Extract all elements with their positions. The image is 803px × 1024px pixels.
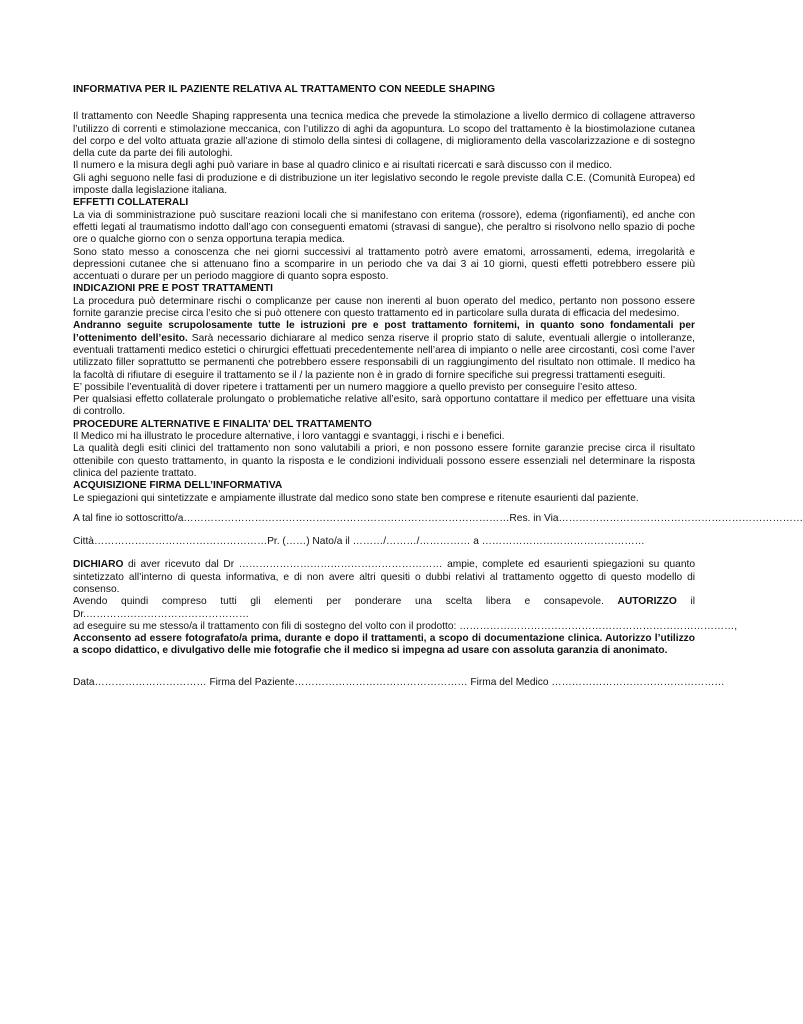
data-label: Data <box>73 676 95 688</box>
indicazioni-text: Sarà necessario dichiarare al medico senza riserve il proprio stato di salute, eventuali allergie o intolleranze, eventuali trattamenti medico estetici o chirurgici effettuati precedentemente nell’area di impianto o nelle aree circostanti, così come l’aver utilizzato filler soprattutto se permanenti che potrebbero essere responsabili di un raggiungimento del risultato non ottimale. Il medico ha la facoltà di rifiutare di eseguire il trattamento se il / la paziente non è in grado di fornire specifiche sui pregressi trattamenti eseguiti. <box>73 332 695 381</box>
indicazioni-paragraph: La procedura può determinare rischi o complicanze per cause non inerenti al buon operato del medico, pertanto non possono essere fornite garanzie precise circa l’esito che si può ottenere con questo trattamento ed in particolare sulla durata di efficacia del medesimo. <box>73 295 695 320</box>
name-field[interactable]: …………………………………………………………………………………… <box>183 512 510 524</box>
form-line-name <box>73 512 803 525</box>
form-line-birth <box>73 536 695 548</box>
citta-label: Città <box>73 536 94 548</box>
eseguire-line <box>73 620 738 633</box>
signature-line <box>73 676 725 689</box>
doctor-name-field[interactable]: …………………………………………………… <box>234 559 448 571</box>
dichiaro-text-a: di aver ricevuto dal Dr <box>123 559 235 571</box>
dichiaro-bold: DICHIARO <box>73 559 124 571</box>
procedure-paragraph: Il Medico mi ha illustrato le procedure alternative, i loro vantaggi e svantaggi, i rischi e i benefici. <box>73 431 505 443</box>
birth-place-field[interactable]: ………………………………………… <box>478 536 645 548</box>
document-body <box>73 84 803 689</box>
dichiaro-paragraph <box>73 559 695 596</box>
indicazioni-paragraph: E’ possibile l’eventualità di dover ripetere i trattamenti per un numero maggiore a quello previsto per conseguire l’esito atteso. <box>73 381 638 393</box>
dichiaro-text-b: ampie, complete ed esaurienti spiegazioni su quanto sintetizzato all’interno di questa informativa, e di non avere altri quesiti o dubbi relativi al trattamento oggetto di questo modello di consenso. <box>73 559 695 595</box>
procedure-paragraph: La qualità degli esiti clinici del trattamento non sono valutabili a priori, e non possono essere fornite garanzie precise circa il risultato ottenibile con questo trattamento, in quanto la risposta e le condizioni individuali possono essere essenziali nel determinare la risposta clinica del paziente trattato. <box>73 443 695 479</box>
patient-signature-field[interactable]: …………………………………………… <box>294 676 471 688</box>
section-heading-procedure: PROCEDURE ALTERNATIVE E FINALITA’ DEL TRATTAMENTO <box>73 418 372 430</box>
firma-medico-label: Firma del Medico <box>470 676 549 688</box>
autorizzo-text: il Dr. <box>73 596 695 620</box>
product-field[interactable]: ………………………………………………………………………, <box>456 620 738 632</box>
avendo-text: Avendo quindi compreso tutti gli elementi per ponderare una scelta libera e consapevole. <box>73 596 604 608</box>
indicazioni-bold-text: Andranno seguite scrupolosamente tutte le istruzioni pre e post trattamento fornitemi, in quanto sono fondamentali per l’ottenimento dell’esito. <box>73 320 695 344</box>
birth-date-field[interactable]: ………/………/…………… <box>349 536 474 548</box>
effetti-paragraph: La via di somministrazione può suscitare reazioni locali che si manifestano con eritema (rossore), edema (rigonfiamenti), ed anche con effetti legati al traumatismo indotto dall’ago con conseguenti ematomi (stravasi di sangue), che peraltro si risolvono nello spazio di poche ore o qualche giorno con o senza opportuna terapia medica. <box>73 209 695 246</box>
autorizzo-paragraph <box>73 596 695 621</box>
luogo-label: a <box>473 536 479 548</box>
document-title: INFORMATIVA PER IL PAZIENTE RELATIVA AL TRATTAMENTO CON NEEDLE SHAPING <box>73 84 496 95</box>
acquisizione-paragraph: Le spiegazioni qui sintetizzate e ampiamente illustrate dal medico sono state ben comprese e ritenute esaurienti dal paziente. <box>73 492 639 504</box>
eseguire-text: ad eseguire su me stesso/a il trattamento con fili di sostegno del volto con il prodotto: <box>73 620 457 632</box>
residenza-label: Res. in Via <box>509 512 559 524</box>
autorizzo-bold: AUTORIZZO <box>617 596 677 608</box>
effetti-paragraph: Sono stato messo a conoscenza che nei giorni successivi al trattamento potrò avere ematomi, arrossamenti, edema, irregolarità e depressioni cutanee che si attenuano fino a scomparire in un periodo che va dai 3 ai 10 giorni, questi effetti potrebbero essere più accentuati o durare per un periodo maggiore di quanto sopra esposto. <box>73 246 695 283</box>
date-field[interactable]: …………………………… <box>94 676 210 688</box>
autorizzo-doctor-field[interactable]: ………………………………………… <box>86 608 250 620</box>
indicazioni-paragraph: Per qualsiasi effetto collaterale prolungato o problematiche relative all’esito, sarà opportuno contattare il medico per effettuare una visita di controllo. <box>73 394 695 418</box>
firma-paziente-label: Firma del Paziente <box>209 676 295 688</box>
section-heading-effetti: EFFETTI COLLATERALI <box>73 197 189 209</box>
city-field[interactable]: …………………………………………… <box>93 536 268 548</box>
address-field[interactable]: ……………………………………………………………… <box>558 512 803 524</box>
intro-paragraph: Gli aghi seguono nelle fasi di produzione e di distribuzione un iter legislativo secondo le regole previste dalla C.E. (Comunità Europea) ed imposte dalla legislazione italiana. <box>73 172 695 197</box>
consenso-foto-paragraph: Acconsento ad essere fotografato/a prima, durante e dopo il trattamenti, a scopo di documentazione clinica. Autorizzo l’utilizzo a scopo didattico, e divulgativo delle mie fotografie che il medico si impegna ad usare con assoluta garanzia di anonimato. <box>73 633 695 657</box>
province-field[interactable]: …… <box>285 536 307 548</box>
section-heading-indicazioni: INDICAZIONI PRE E POST TRATTAMENTI <box>73 283 273 295</box>
sottoscritto-label: A tal fine io sottoscritto/a <box>73 512 184 524</box>
doctor-signature-field[interactable]: …………………………………………… <box>548 676 725 688</box>
indicazioni-paragraph <box>73 320 695 381</box>
intro-paragraph: Il trattamento con Needle Shaping rappresenta una tecnica medica che prevede la stimolazione a livello dermico di collagene attraverso l’utilizzo di correnti e stimolazione meccanica, con l’utilizzo di aghi da agopuntura. Lo scopo del trattamento è la biostimolazione cutanea del corpo e del volto attuata grazie all’azione di stimolo della sintesi di collagene, di miglioramento della vascolarizzazione e di sostegno della cute da parte dei fili autologhi. <box>73 111 695 160</box>
nato-label: ) Nato/a il <box>306 536 350 548</box>
section-heading-acquisizione: ACQUISIZIONE FIRMA DELL’INFORMATIVA <box>73 480 283 492</box>
intro-paragraph: Il numero e la misura degli aghi può variare in base al quadro clinico e ai risultati ricercati e sarà discusso con il medico. <box>73 160 613 172</box>
provincia-label: Pr. ( <box>267 536 286 548</box>
